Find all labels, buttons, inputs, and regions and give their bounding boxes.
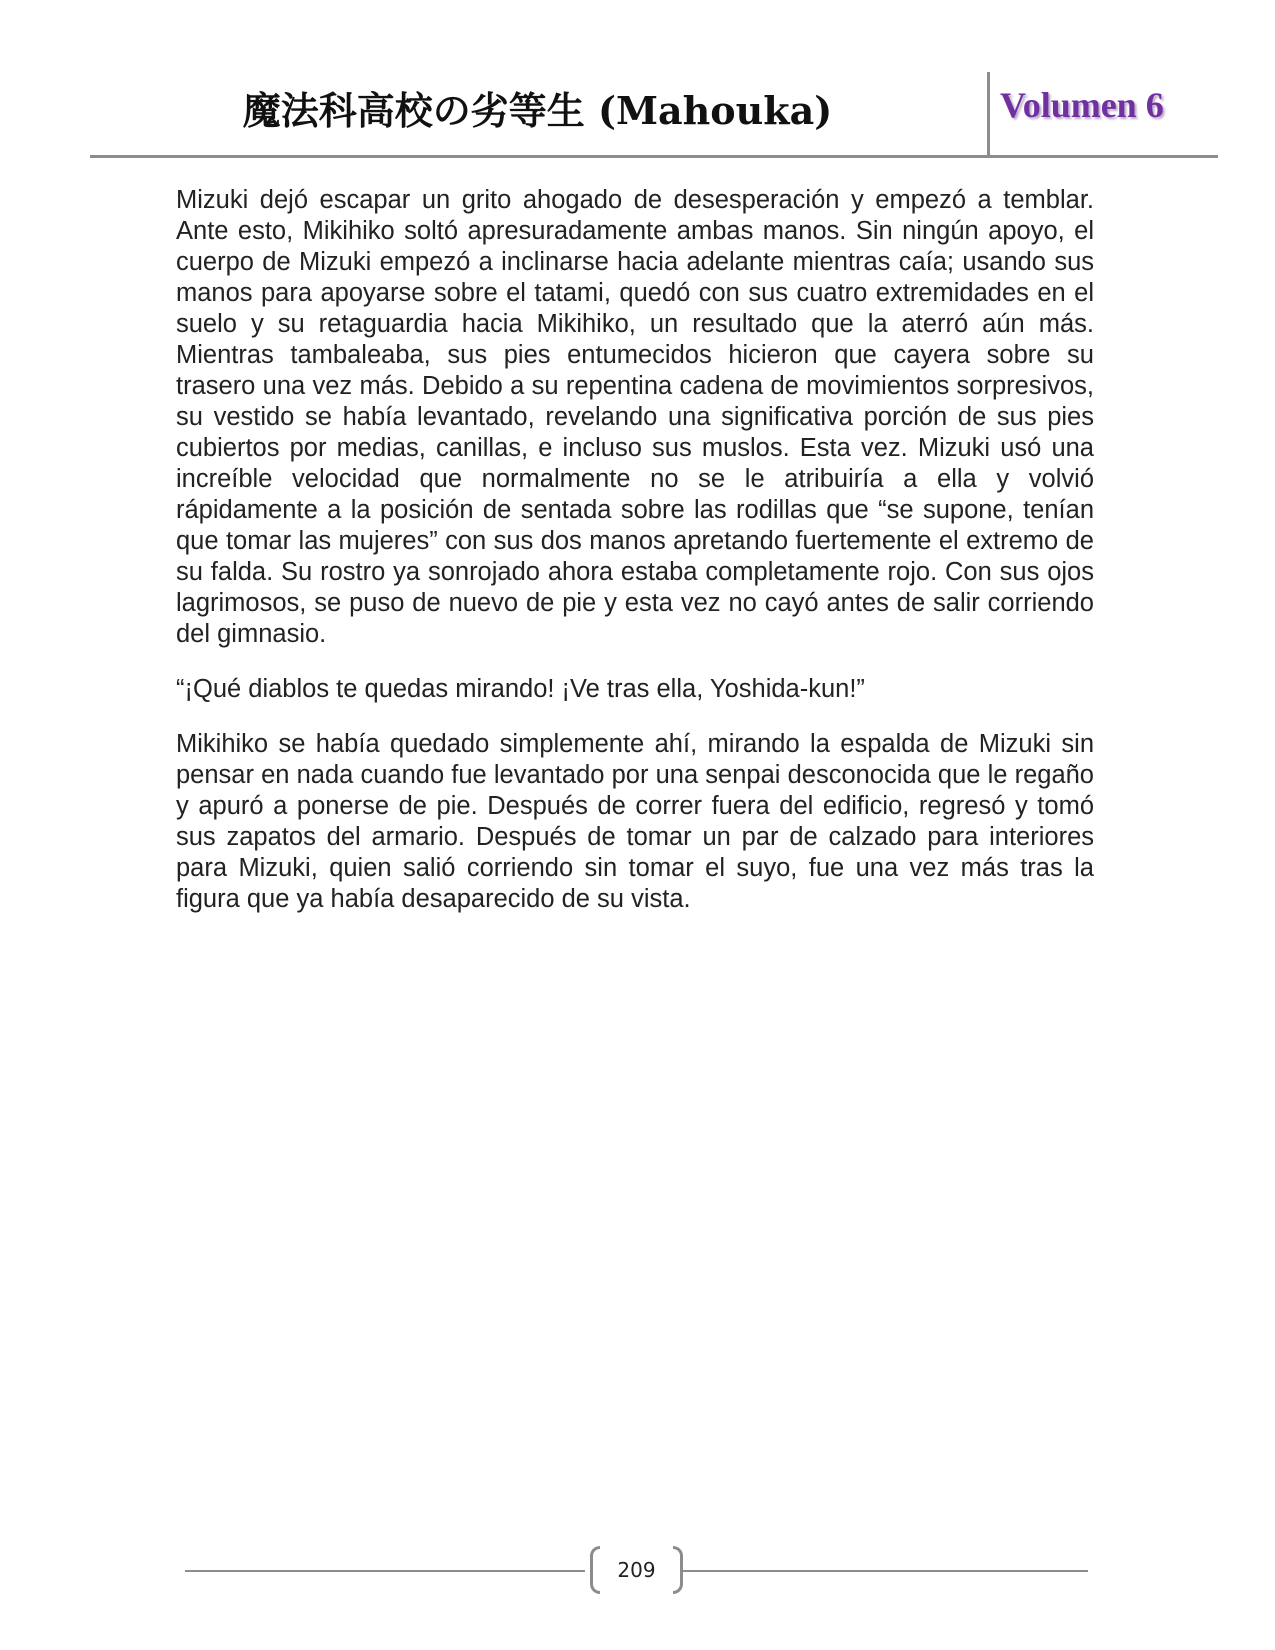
book-title: 魔法科高校の劣等生 (Mahouka) — [242, 88, 833, 133]
paragraph: “¡Qué diablos te quedas mirando! ¡Ve tras ella, Yoshida-kun!” — [176, 675, 865, 703]
volume-label: Volumen 6 — [1000, 85, 1164, 125]
page-number: 209 — [617, 1558, 656, 1582]
header-divider-horizontal — [90, 155, 1218, 158]
footer-bracket-left — [590, 1546, 600, 1594]
header-divider-vertical — [987, 72, 990, 156]
body-text — [176, 185, 1094, 939]
paragraph: Mikihiko se había quedado simplemente ahí, mirando la espalda de Mizuki sin pensar en nada cuando fue levantado por una senpai desconocida que le regaño y apuró a ponerse de pie. Después de correr fuera del edificio, regresó y tomó sus zapatos del armario. Después de tomar un par de calzado para interiores para Mizuki, quien salió corriendo sin tomar el suyo, fue una vez más tras la figura que ya había desaparecido de su vista. — [176, 730, 1094, 913]
paragraph: Mizuki dejó escapar un grito ahogado de desesperación y empezó a temblar. Ante esto, Mikihiko soltó apresuradamente ambas manos. Sin ningún apoyo, el cuerpo de Mizuki empezó a inclinarse hacia adelante mientras caía; usando sus manos para apoyarse sobre el tatami, quedó con sus cuatro extremidades en el suelo y su retaguardia hacia Mikihiko, un resultado que la aterró aún más. Mientras tambaleaba, sus pies entumecidos hicieron que cayera sobre su trasero una vez más. Debido a su repentina cadena de movimientos sorpresivos, su vestido se había levantado, revelando una significativa porción de sus pies cubiertos por medias, canillas, e incluso sus muslos. Esta vez. Mizuki usó una increíble velocidad que normalmente no se le atribuiría a ella y volvió rápidamente a la posición de sentada sobre las rodillas que “se supone, tenían que tomar las mujeres” con sus dos manos apretando fuertemente el extremo de su falda. Su rostro ya sonrojado ahora estaba completamente rojo. Con sus ojos lagrimosos, se puso de nuevo de pie y esta vez no cayó antes de salir corriendo del gimnasio. — [176, 186, 1094, 648]
footer-rule-left — [185, 1570, 585, 1572]
footer-rule-right — [680, 1570, 1088, 1572]
